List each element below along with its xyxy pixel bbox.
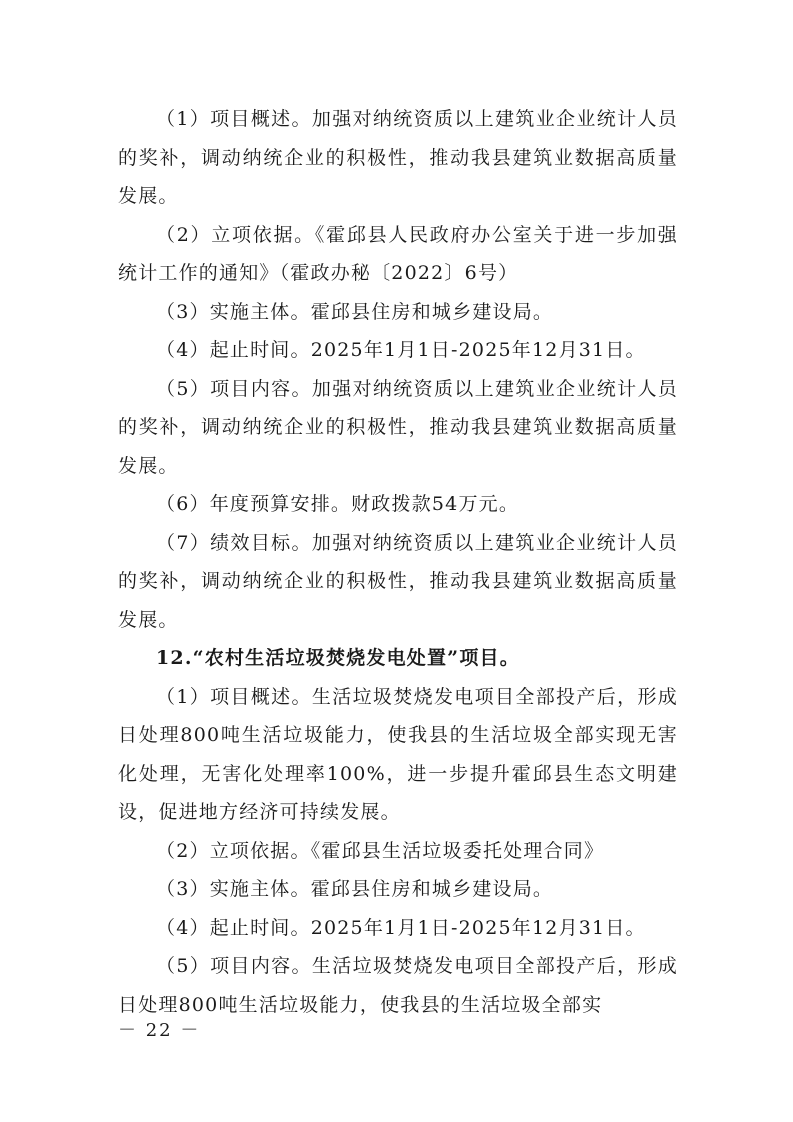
paragraph-annual-budget: （6）年度预算安排。财政拨款54万元。: [156, 493, 520, 515]
paragraph-performance-goal: （7）绩效目标。加强对纳统资质以上建筑业企业统计人员的奖补，调动纳统企业的积极性，推动我县建筑业数据高质量发展。: [118, 531, 678, 631]
document-body: [118, 100, 678, 1024]
section-heading-12: 12.“农村生活垃圾焚烧发电处置”项目。: [156, 647, 520, 669]
paragraph-project-basis: （2）立项依据。《霍邱县人民政府办公室关于进一步加强统计工作的通知》（霍政办秘〔2022〕6号）: [118, 223, 678, 284]
paragraph-time-period-12: （4）起止时间。2025年1月1日-2025年12月31日。: [156, 916, 646, 939]
paragraph-project-content-12: （5）项目内容。生活垃圾焚烧发电项目全部投产后，形成日处理800吨生活垃圾能力，使我县的生活垃圾全部实: [118, 955, 678, 1016]
paragraph-time-period: （4）起止时间。2025年1月1日-2025年12月31日。: [156, 339, 646, 361]
page-number: － 22 －: [118, 1020, 201, 1041]
paragraph-implementing-entity: （3）实施主体。霍邱县住房和城乡建设局。: [156, 300, 554, 323]
paragraph-project-basis-12: （2）立项依据。《霍邱县生活垃圾委托处理合同》: [156, 839, 605, 862]
paragraph-project-overview: （1）项目概述。加强对纳统资质以上建筑业企业统计人员的奖补，调动纳统企业的积极性，推动我县建筑业数据高质量发展。: [118, 108, 678, 207]
paragraph-project-overview-12: （1）项目概述。生活垃圾焚烧发电项目全部投产后，形成日处理800吨生活垃圾能力，使我县的生活垃圾全部实现无害化处理，无害化处理率100%，进一步提升霍邱县生态文明建设，促进地方经济可持续发展。: [118, 685, 678, 823]
paragraph-project-content: （5）项目内容。加强对纳统资质以上建筑业企业统计人员的奖补，调动纳统企业的积极性，推动我县建筑业数据高质量发展。: [118, 377, 678, 477]
paragraph-implementing-entity-12: （3）实施主体。霍邱县住房和城乡建设局。: [156, 878, 554, 900]
